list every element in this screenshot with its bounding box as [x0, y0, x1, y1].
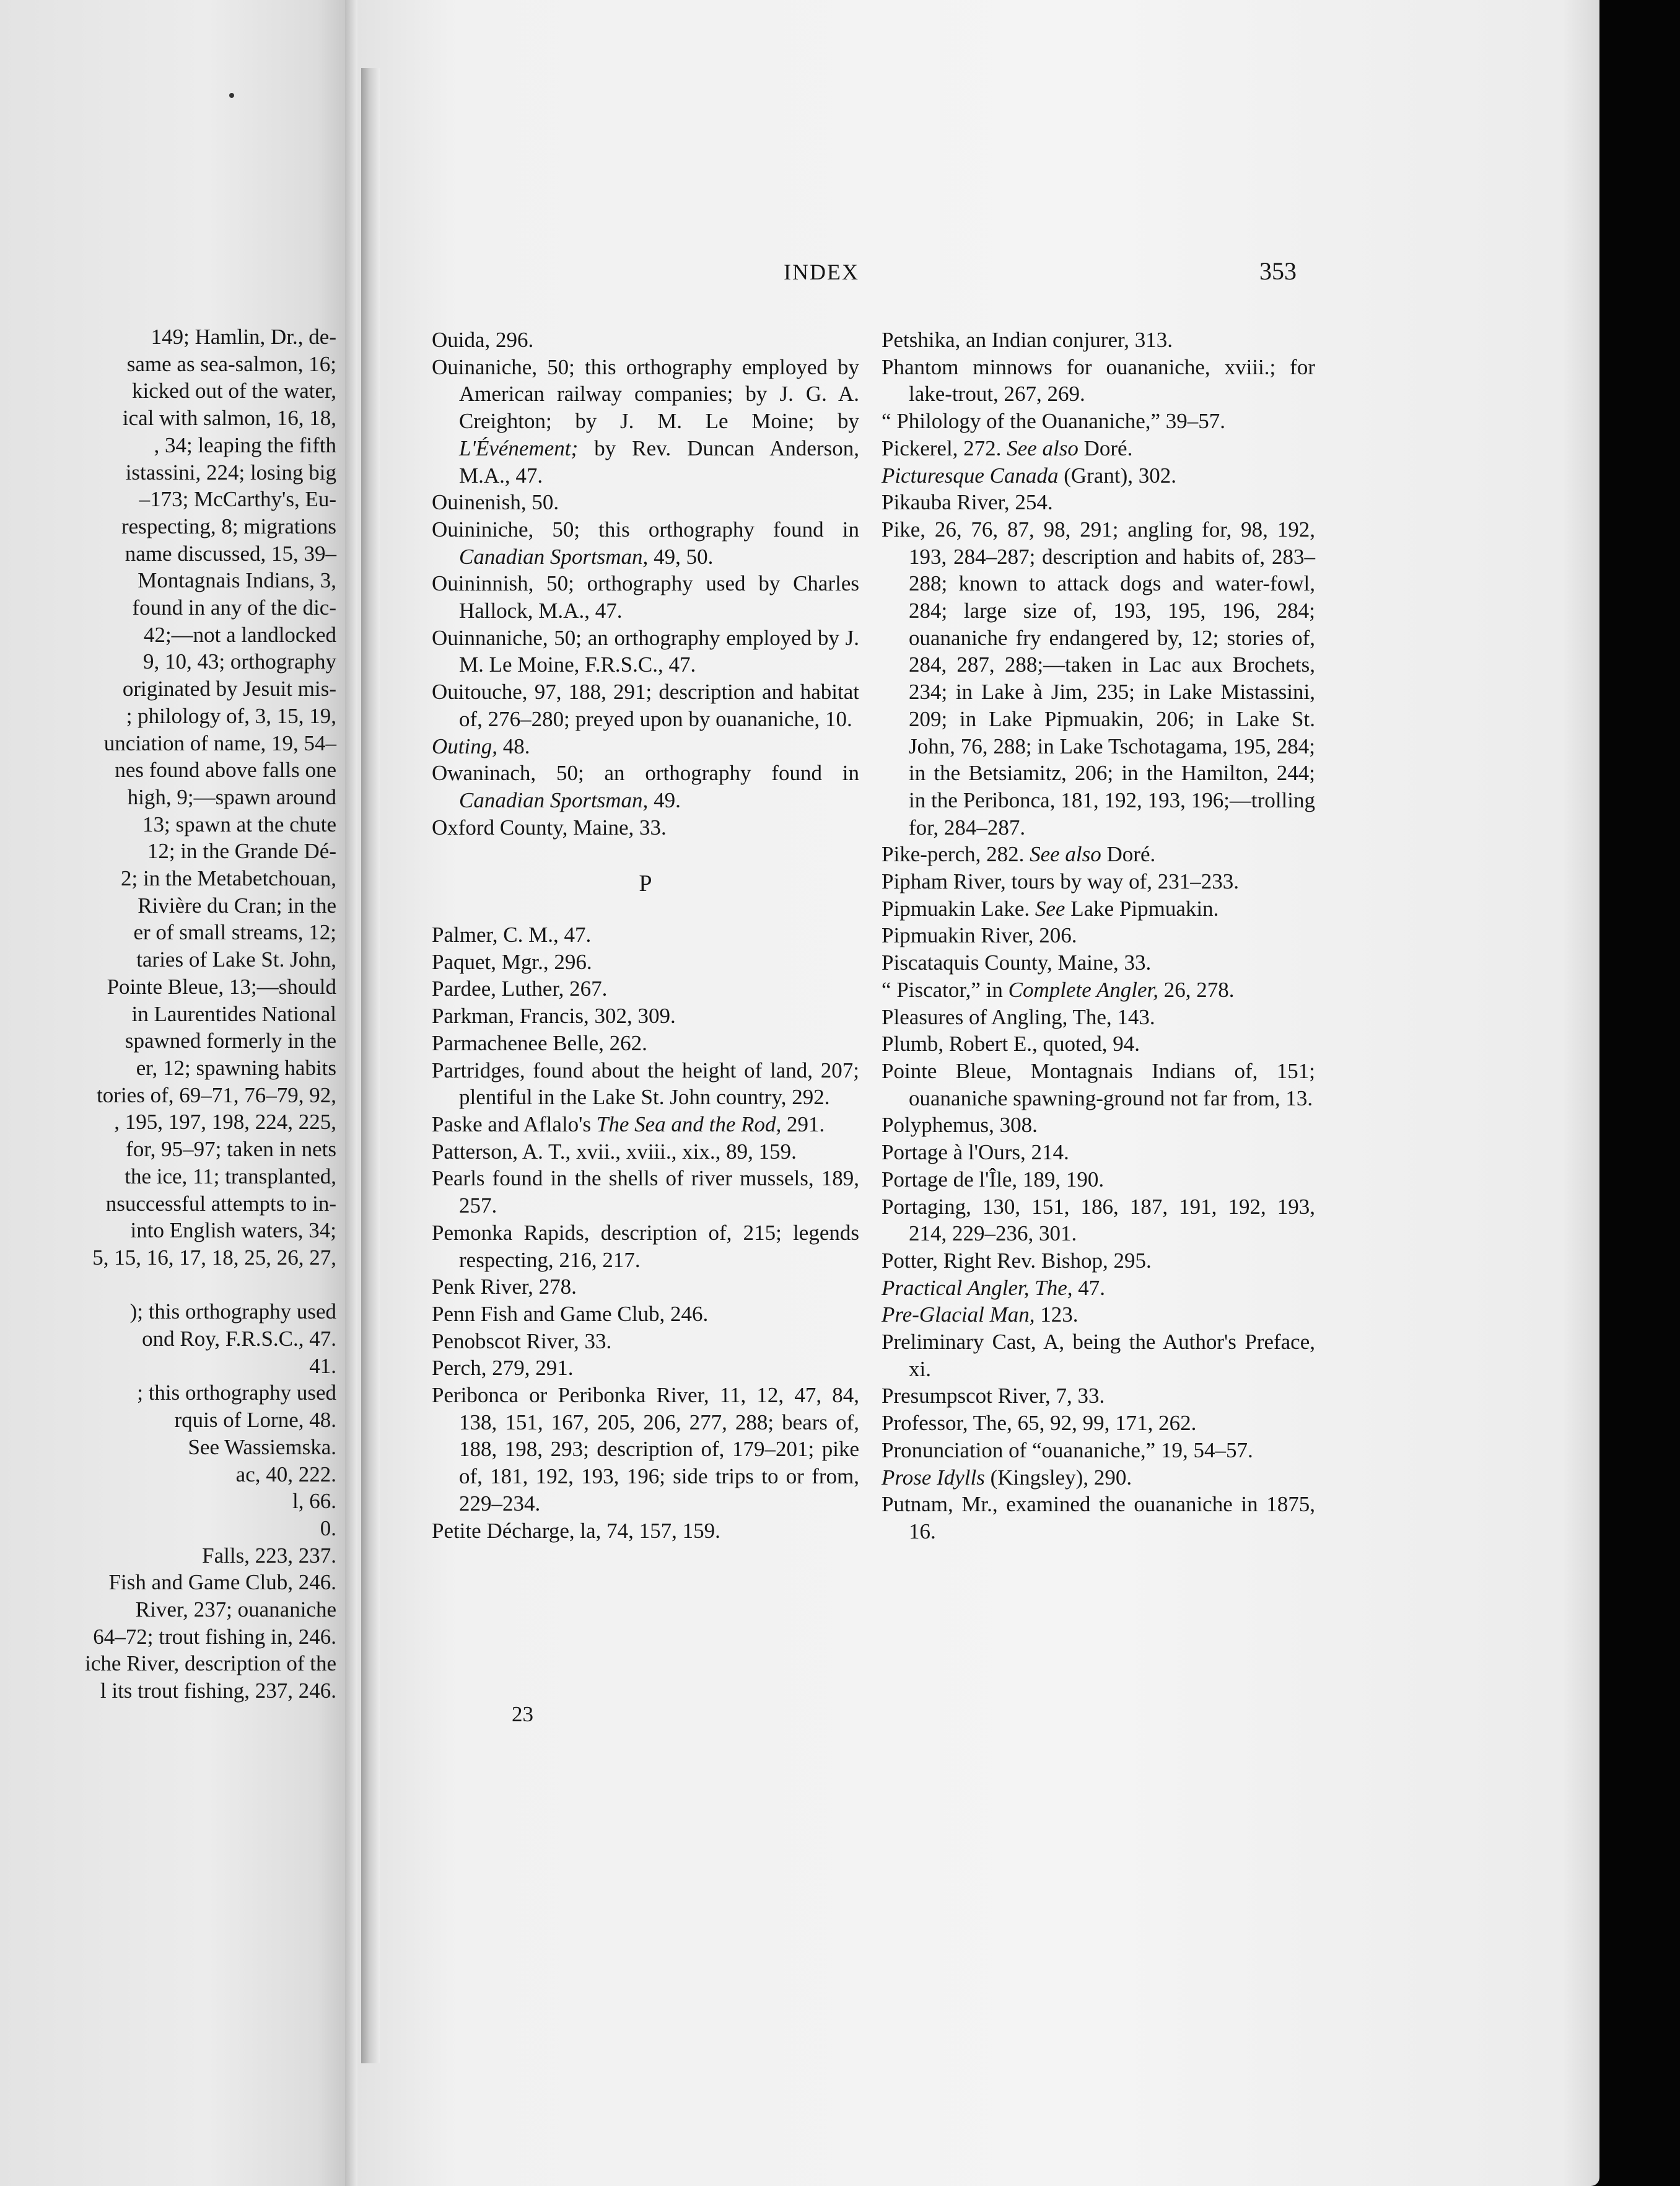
index-entry	[882, 435, 1315, 462]
entry-text: Ouida, 296.	[432, 328, 534, 352]
entry-text: Partridges, found about the height of land, 207; plentiful in the Lake St. John country, 292.	[432, 1058, 859, 1110]
index-entry	[432, 1382, 859, 1517]
entry-text: “ Philology of the Ouananiche,” 39–57.	[882, 409, 1226, 434]
entry-text: Parmachenee Belle, 262.	[432, 1030, 647, 1055]
index-entry	[882, 516, 1315, 841]
entry-text: Ouinenish, 50.	[432, 490, 559, 515]
entry-italic-title: Outing,	[432, 734, 497, 758]
index-entry	[882, 868, 1315, 895]
left-page-line: into English waters, 34;	[130, 1218, 336, 1243]
index-entry	[882, 1464, 1315, 1491]
index-entry	[432, 1273, 859, 1301]
left-page-line: er, 12; spawning habits	[136, 1055, 336, 1080]
entry-italic-title: Picturesque Canada	[882, 463, 1059, 488]
left-page-line: 64–72; trout fishing in, 246.	[93, 1624, 336, 1649]
left-page-line: , 34; leaping the fifth	[154, 432, 336, 457]
index-column-1	[432, 327, 859, 1544]
background-edge	[1606, 0, 1680, 2186]
index-entry	[432, 733, 859, 760]
index-entry	[432, 1328, 859, 1355]
entry-italic-title: Canadian Sportsman,	[459, 544, 649, 569]
index-entry	[432, 1003, 859, 1030]
entry-text: Presumpscot River, 7, 33.	[882, 1384, 1105, 1408]
left-page-line	[85, 1271, 336, 1299]
index-entry	[882, 354, 1315, 408]
entry-text: Ouininnish, 50; orthography used by Charles Hallock, M.A., 47.	[432, 571, 859, 623]
entry-text-continued: 26, 278.	[1158, 977, 1235, 1002]
entry-text: Pike-perch, 282.	[882, 842, 1030, 867]
left-page-line: rquis of Lorne, 48.	[174, 1408, 336, 1433]
index-entry	[432, 489, 859, 516]
left-page-line: found in any of the dic-	[132, 595, 336, 620]
index-entry	[882, 1382, 1315, 1410]
left-page-line: nes found above falls one	[115, 758, 336, 783]
left-page-line: nsuccessful attempts to in-	[105, 1191, 336, 1216]
left-page-line: 9, 10, 43; orthography	[142, 649, 336, 674]
index-entry	[882, 462, 1315, 489]
entry-text: Phantom minnows for ouananiche, xviii.; for lake-trout, 267, 269.	[882, 354, 1315, 406]
index-entry	[882, 1058, 1315, 1112]
left-page-line: 5, 15, 16, 17, 18, 25, 26, 27,	[92, 1245, 336, 1270]
entry-text: Penn Fish and Game Club, 246.	[432, 1301, 709, 1326]
entry-text: Periboncа or Peribonka River, 11, 12, 47, 84, 138, 151, 167, 205, 206, 277, 288; bears of, 188, 198, 293; description of, 179–201; pike of, 181, 192, 193, 196; side trips to or from, 229–234.	[432, 1383, 859, 1516]
entry-text: Ouinnaniche, 50; an orthography employed by J. M. Le Moine, F.R.S.C., 47.	[432, 625, 859, 677]
entry-text: Pointe Bleue, Montagnais Indians of, 151; ouananiche spawning-ground not far from, 13.	[882, 1058, 1315, 1110]
index-entry	[432, 354, 859, 489]
left-page-line: ical with salmon, 16, 18,	[122, 406, 336, 431]
index-entry	[882, 1410, 1315, 1437]
index-entry	[432, 1354, 859, 1382]
entry-text: Pemonka Rapids, description of, 215; legends respecting, 216, 217.	[432, 1220, 859, 1272]
entry-italic-title: See also	[1007, 436, 1078, 460]
entry-text: Pipham River, tours by way of, 231–233.	[882, 869, 1240, 894]
entry-italic-title: See also	[1030, 842, 1101, 867]
index-entry	[882, 1328, 1315, 1382]
left-page-line: 41.	[309, 1353, 336, 1378]
index-entry	[432, 1301, 859, 1328]
entry-text: Penk River, 278.	[432, 1275, 577, 1299]
index-entry	[432, 1030, 859, 1057]
entry-text: Putnam, Mr., examined the ouananiche in 1875, 16.	[882, 1492, 1315, 1543]
index-entry	[882, 408, 1315, 435]
entry-text-continued: 47.	[1072, 1275, 1105, 1300]
left-page-line: iche River, description of the	[85, 1651, 336, 1676]
entry-text-continued: (Grant), 302.	[1058, 463, 1176, 488]
index-entry	[432, 625, 859, 678]
entry-text-continued: (Kingsley), 290.	[984, 1465, 1132, 1490]
entry-text: Patterson, A. T., xvii., xviii., xix., 89, 159.	[432, 1139, 797, 1164]
entry-text: Petshika, an Indian conjurer, 313.	[882, 328, 1173, 352]
left-page-line: 42;—not a landlocked	[143, 622, 336, 647]
entry-text: Owaninach, 50; an orthography found in	[432, 761, 859, 786]
index-entry	[432, 1057, 859, 1111]
left-page-line: unciation of name, 19, 54–	[103, 731, 336, 755]
left-page-line: kicked out of the water,	[131, 379, 336, 403]
entry-text: Pipmuakin Lake.	[882, 896, 1035, 921]
index-entry	[882, 1491, 1315, 1545]
page-fold-shadow	[361, 68, 380, 2063]
index-entry	[432, 1165, 859, 1219]
entry-text: Portage à l'Ours, 214.	[882, 1140, 1069, 1165]
entry-text-continued: 49, 50.	[648, 544, 714, 569]
left-page-line: in Laurentides National	[131, 1001, 336, 1026]
entry-text: Paske and Aflalo's	[432, 1112, 597, 1136]
entry-text: “ Piscator,” in	[882, 977, 1008, 1002]
index-entry	[882, 922, 1315, 949]
index-entry	[432, 1517, 859, 1545]
entry-text: Pickerel, 272.	[882, 436, 1007, 460]
entry-text: Pikauba River, 254.	[882, 490, 1053, 515]
entry-italic-title: Canadian Sportsman,	[459, 788, 649, 812]
left-page-line: same as sea-salmon, 16;	[126, 351, 336, 376]
entry-text-continued: by Rev. Duncan Anderson, M.A., 47.	[459, 436, 859, 488]
left-page-line: 0.	[320, 1516, 336, 1540]
entry-text-continued: Doré.	[1101, 842, 1156, 867]
left-page-line: name discussed, 15, 39–	[125, 541, 336, 566]
left-page-line: ; this orthography used	[137, 1381, 336, 1405]
entry-italic-title: L'Événement;	[459, 436, 579, 460]
entry-text-continued: 48.	[497, 734, 530, 758]
index-entry	[882, 327, 1315, 354]
left-page-line: See Wassiemska.	[188, 1434, 336, 1459]
left-page-line: respecting, 8; migrations	[121, 514, 336, 538]
entry-text: Oxford County, Maine, 33.	[432, 815, 667, 840]
ink-speck	[229, 93, 234, 98]
left-page-line: for, 95–97; taken in nets	[126, 1137, 336, 1162]
index-entry	[882, 1004, 1315, 1031]
left-page-line: l its trout fishing, 237, 246.	[100, 1679, 336, 1703]
index-entry	[432, 516, 859, 570]
index-entry	[882, 977, 1315, 1004]
left-page-line: ac, 40, 222.	[235, 1462, 336, 1486]
entry-text: Polyphemus, 308.	[882, 1113, 1038, 1138]
index-entry	[882, 949, 1315, 977]
left-page-text	[85, 323, 336, 1705]
left-page-line: 13; spawn at the chute	[142, 812, 336, 836]
entry-text: Petite Décharge, la, 74, 157, 159.	[432, 1518, 720, 1543]
entry-italic-title: Practical Angler, The,	[882, 1275, 1073, 1300]
index-entry	[882, 1030, 1315, 1058]
entry-text: Penobscot River, 33.	[432, 1328, 612, 1353]
entry-text: Pike, 26, 76, 87, 98, 291; angling for, 98, 192, 193, 284–287; description and habits of, 283–288; known to attack dogs and water-fowl, 284; large size of, 193, 195, 196, 284; ouananiche fry endangered by, 12; stories of, 284, 287, 288;—taken in Lac aux Brochets, 234; in Lake à Jim, 235; in Lake Mistassini, 209; in Lake Pipmuakin, 206; in Lake St. John, 76, 288; in Lake Tschotagama, 195, 284; in the Betsiamitz, 206; in the Hamilton, 244; in the Peribonca, 181, 192, 193, 196;—trolling for, 284–287.	[882, 517, 1315, 840]
entry-text: Ouitouche, 97, 188, 291; description and habitat of, 276–280; preyed upon by ouananiche, 10.	[432, 680, 859, 731]
left-page-line: River, 237; ouananiche	[135, 1597, 336, 1622]
entry-text: Piscataquis County, Maine, 33.	[882, 950, 1152, 975]
index-entry	[432, 678, 859, 732]
index-entry	[882, 1275, 1315, 1302]
left-page-line: 2; in the Metabetchouan,	[121, 866, 336, 891]
left-page-line: Fish and Game Club, 246.	[108, 1570, 336, 1595]
left-page-line: Falls, 223, 237.	[202, 1543, 336, 1568]
entry-text-continued: 291.	[781, 1112, 825, 1136]
page-number: 353	[1259, 257, 1297, 285]
entry-italic-title: Complete Angler,	[1008, 977, 1159, 1002]
index-entry	[432, 1111, 859, 1138]
entry-text: Perch, 279, 291.	[432, 1356, 574, 1381]
index-entry	[432, 949, 859, 976]
left-page	[0, 0, 345, 2186]
entry-text-continued: Doré.	[1078, 436, 1133, 460]
entry-text: Ouininiche, 50; this orthography found in	[432, 517, 859, 542]
book-gutter	[345, 0, 357, 2186]
entry-text: Plumb, Robert E., quoted, 94.	[882, 1032, 1140, 1056]
left-page-line: 149; Hamlin, Dr., de-	[151, 325, 336, 349]
entry-text: Parkman, Francis, 302, 309.	[432, 1004, 676, 1029]
index-entry	[432, 327, 859, 354]
left-page-line: Montagnais Indians, 3,	[138, 568, 336, 593]
section-letter: P	[639, 871, 652, 897]
index-entry	[882, 1139, 1315, 1166]
left-page-line: ); this orthography used	[129, 1299, 336, 1324]
index-entry	[432, 975, 859, 1003]
left-page-line: er of small streams, 12;	[133, 920, 336, 945]
left-page-line: tories of, 69–71, 76–79, 92,	[97, 1082, 336, 1107]
index-entry	[432, 760, 859, 814]
entry-text: Professor, The, 65, 92, 99, 171, 262.	[882, 1411, 1197, 1436]
entry-text-continued: Lake Pipmuakin.	[1065, 896, 1219, 921]
entry-text: Palmer, C. M., 47.	[432, 923, 592, 947]
entry-text: Paquet, Mgr., 296.	[432, 949, 592, 974]
entry-text: Preliminary Cast, A, being the Author's Preface, xi.	[882, 1330, 1315, 1381]
index-entry	[882, 1112, 1315, 1139]
entry-text-continued: 49.	[648, 788, 681, 812]
entry-text: Pipmuakin River, 206.	[882, 923, 1077, 948]
running-head: INDEX	[784, 260, 859, 284]
index-entry	[432, 814, 859, 841]
left-page-line: Rivière du Cran; in the	[138, 893, 336, 918]
left-page-line: 12; in the Grande Dé-	[147, 839, 336, 864]
entry-italic-title: Prose Idylls	[882, 1465, 985, 1490]
entry-text: Pronunciation of “ouananiche,” 19, 54–57.	[882, 1438, 1253, 1462]
entry-text: Ouinaniche, 50; this orthography employed by American railway companies; by J. G. A. Creighton; by J. M. Le Moine; by	[432, 354, 859, 434]
index-entry	[882, 895, 1315, 923]
left-page-line: l, 66.	[292, 1489, 336, 1514]
index-entry	[882, 1247, 1315, 1275]
index-entry	[432, 921, 859, 949]
left-page-line: high, 9;—spawn around	[127, 784, 336, 809]
index-entry	[882, 1193, 1315, 1247]
left-page-line: originated by Jesuit mis-	[122, 677, 336, 701]
entry-text: Pleasures of Angling, The, 143.	[882, 1004, 1155, 1029]
index-entry	[882, 489, 1315, 516]
left-page-line: spawned formerly in the	[125, 1029, 336, 1053]
left-page-line: the ice, 11; transplanted,	[125, 1164, 336, 1188]
index-column-2	[882, 327, 1315, 1545]
entry-italic-title: Pre-Glacial Man,	[882, 1302, 1035, 1327]
entry-text: Pardee, Luther, 267.	[432, 977, 608, 1001]
index-entry	[882, 841, 1315, 868]
left-page-line: ; philology of, 3, 15, 19,	[126, 703, 336, 728]
left-page-line: , 195, 197, 198, 224, 225,	[114, 1110, 336, 1135]
left-page-line: ond Roy, F.R.S.C., 47.	[142, 1327, 336, 1351]
left-page-line: Pointe Bleue, 13;—should	[107, 974, 336, 999]
index-entry	[432, 1219, 859, 1273]
left-page-line: –173; McCarthy's, Eu-	[139, 487, 336, 512]
left-page-line: istassini, 224; losing big	[125, 460, 336, 485]
entry-italic-title: See	[1035, 896, 1065, 921]
entry-text: Potter, Right Rev. Bishop, 295.	[882, 1248, 1152, 1273]
signature-mark: 23	[512, 1702, 533, 1726]
entry-text: Portage de l'Île, 189, 190.	[882, 1167, 1105, 1192]
entry-text-continued: 123.	[1035, 1302, 1078, 1327]
index-entry	[432, 1138, 859, 1165]
index-entry	[432, 570, 859, 624]
entry-text: Portaging, 130, 151, 186, 187, 191, 192, 193, 214, 229–236, 301.	[882, 1194, 1315, 1246]
left-page-line: taries of Lake St. John,	[136, 947, 336, 972]
index-entry	[882, 1437, 1315, 1464]
entry-italic-title: The Sea and the Rod,	[596, 1112, 782, 1136]
entry-text: Pearls found in the shells of river mussels, 189, 257.	[432, 1166, 859, 1218]
index-entry	[882, 1301, 1315, 1328]
index-entry	[882, 1166, 1315, 1193]
